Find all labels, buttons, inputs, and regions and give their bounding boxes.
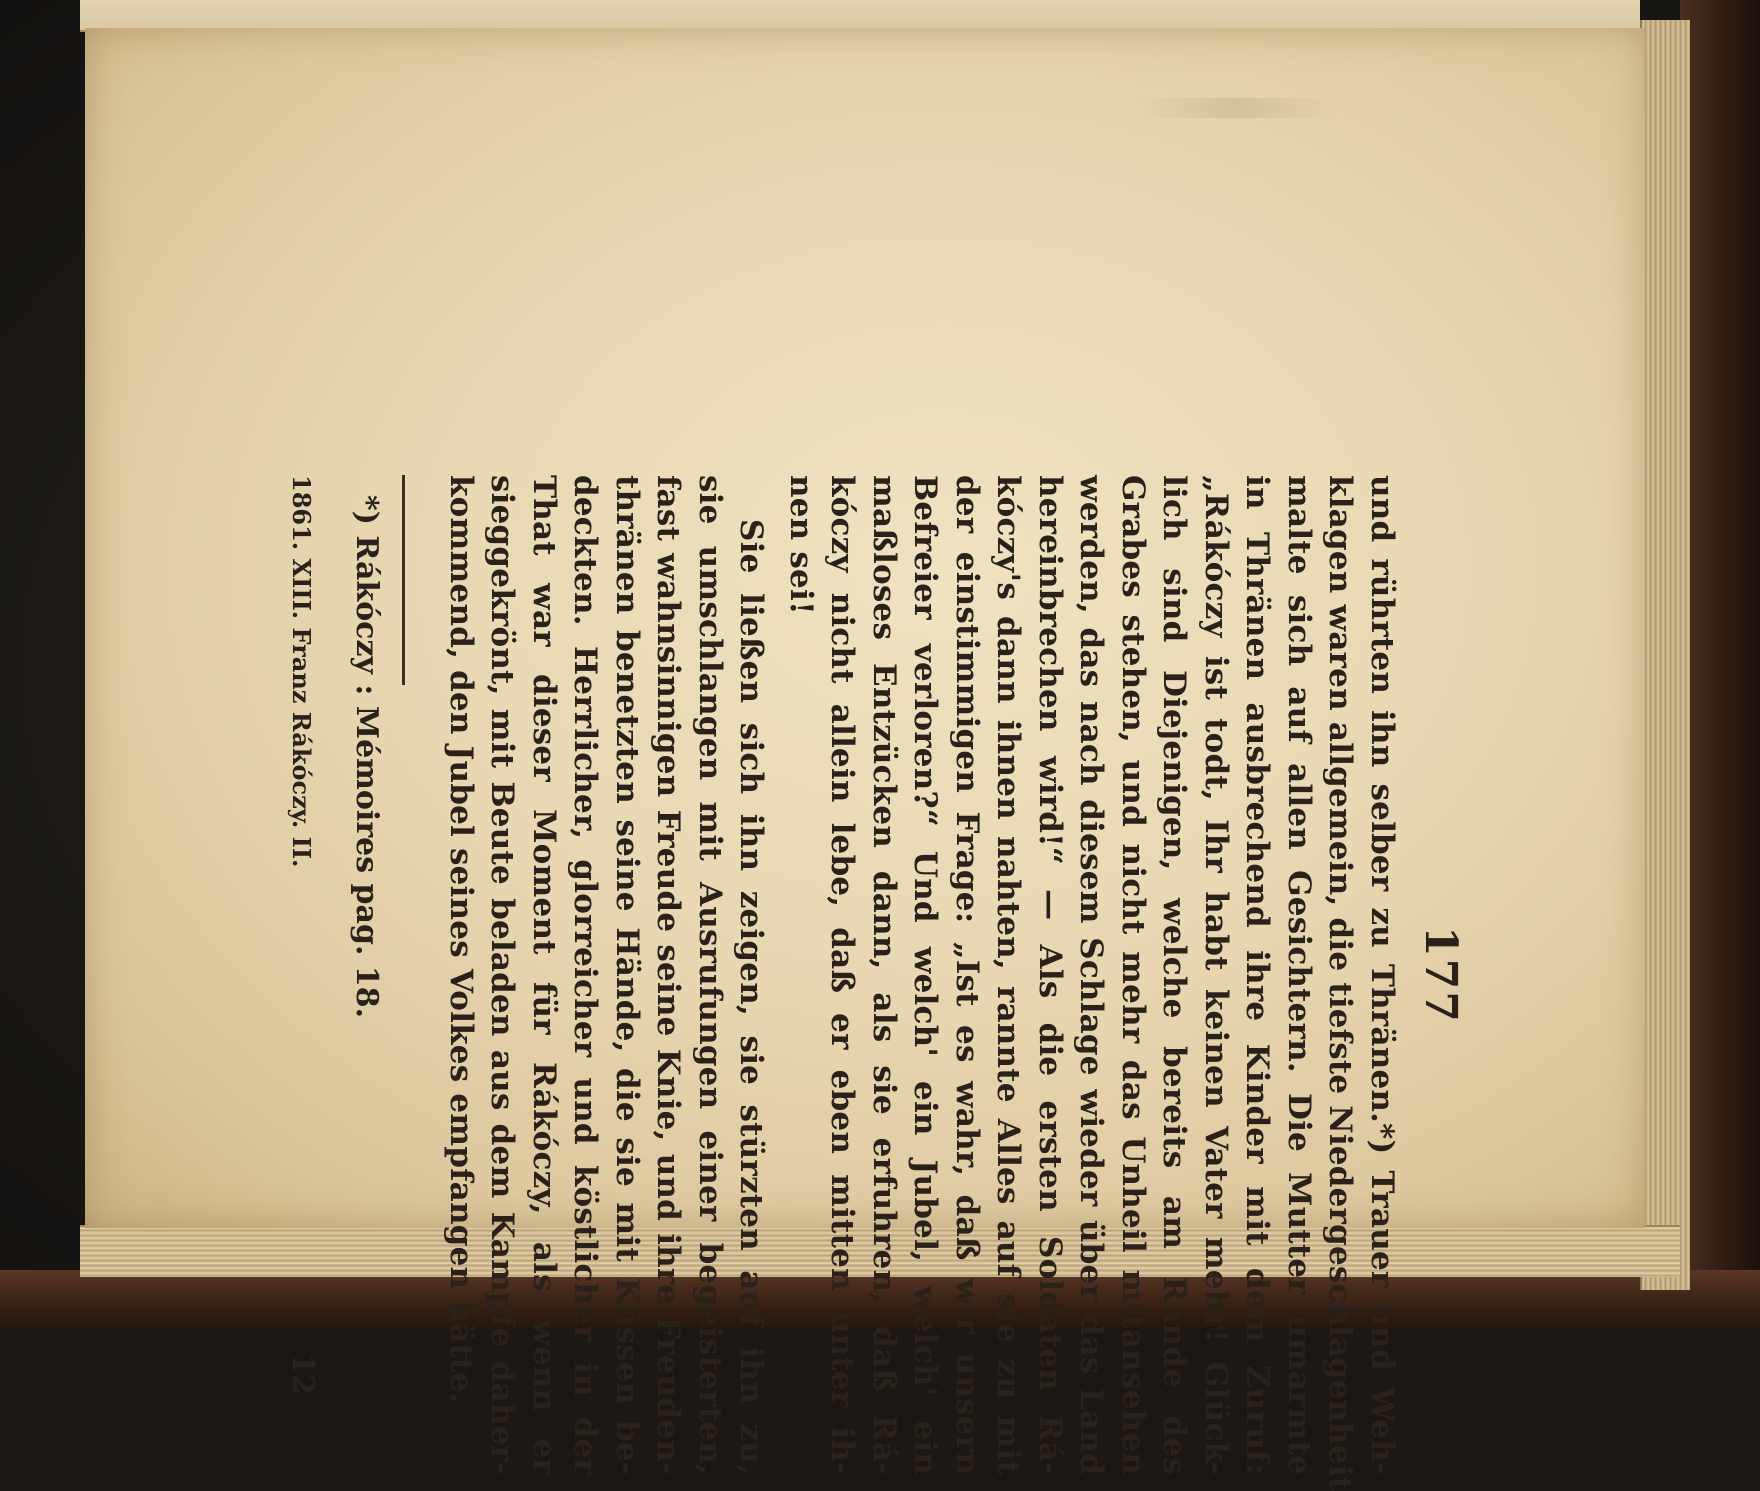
page-number: 177 [1415, 926, 1466, 1024]
text-line: thränen benetzten seine Hände, die sie mit Küssen be- [609, 475, 645, 1475]
text-line: deckten. Herrlicher, glorreicher und köstlicher in der [567, 475, 604, 1475]
text-line: in Thränen ausbrechend ihre Kinder mit dem Zuruf: [1239, 475, 1276, 1475]
text-line: hereinbrechen wird!“ — Als die ersten Soldaten Rá- [1032, 475, 1068, 1475]
text-line: maßloses Entzücken dann, als sie erfuhren, daß Rá- [866, 475, 902, 1475]
text-line: Sie ließen sich ihn zeigen, sie stürzten auf ihn zu, [733, 519, 770, 1475]
text-line: fast wahnsinnigen Freude seine Knie, und ihre Freuden- [650, 475, 687, 1475]
signature-row [277, 475, 321, 1475]
text-line: That war dieser Moment für Rákóczy, als wenn er [526, 475, 562, 1475]
page-header [1402, 475, 1472, 1475]
footnote-rule [403, 475, 406, 685]
ink-show-through [1135, 98, 1335, 118]
text-line: kóczy's dann ihnen nahten, rannte Alles auf sie zu mit [990, 475, 1027, 1475]
text-line: Befreier verloren?“ Und welch' ein Jubel, welch' ein [907, 475, 944, 1475]
footnote: *) Rákóczy : Mémoires pag. 18. [349, 495, 385, 1019]
body-text [440, 475, 1403, 1491]
text-line: der einstimmigen Frage: „Ist es wahr, daß wir unsern [949, 475, 985, 1475]
page-stack-edge-right [1640, 20, 1690, 1290]
text-line: kommend, den Jubel seines Volkes empfangen hätte. [443, 475, 479, 1404]
text-line: werden, das nach diesem Schlage wieder über das Land [1073, 475, 1110, 1475]
text-line: und rührten ihn selber zu Thränen.*) Trauer und Weh- [1364, 475, 1400, 1475]
text-line: sieggekrönt, mit Beute beladen aus dem Kampfe daher- [484, 475, 521, 1475]
sheet-number: 12 [285, 1353, 321, 1395]
text-line: sie umschlangen mit Ausrufungen einer begeisterten, [692, 475, 728, 1475]
text-line: Grabes stehen, und nicht mehr das Unheil mitansehen [1115, 475, 1151, 1475]
printer-signature: 1861. XIII. Franz Rákóczy. II. [287, 475, 317, 868]
text-line: lich sind Diejenigen, welche bereits am Rande des [1156, 475, 1193, 1475]
text-line: nen sei! [783, 475, 819, 615]
text-line: „Rákóczy ist todt, Ihr habt keinen Vater mehr! Glück- [1198, 475, 1234, 1475]
book-cover-right [1680, 0, 1760, 1329]
page-content [285, 475, 1472, 1491]
text-line: klagen waren allgemein, die tiefste Niedergeschlagenheit [1322, 475, 1359, 1491]
text-line: kóczy nicht allein lebe, daß er eben mitten unter ih- [824, 475, 861, 1475]
text-line: malte sich auf allen Gesichtern. Die Mutter umarmte [1281, 475, 1317, 1475]
